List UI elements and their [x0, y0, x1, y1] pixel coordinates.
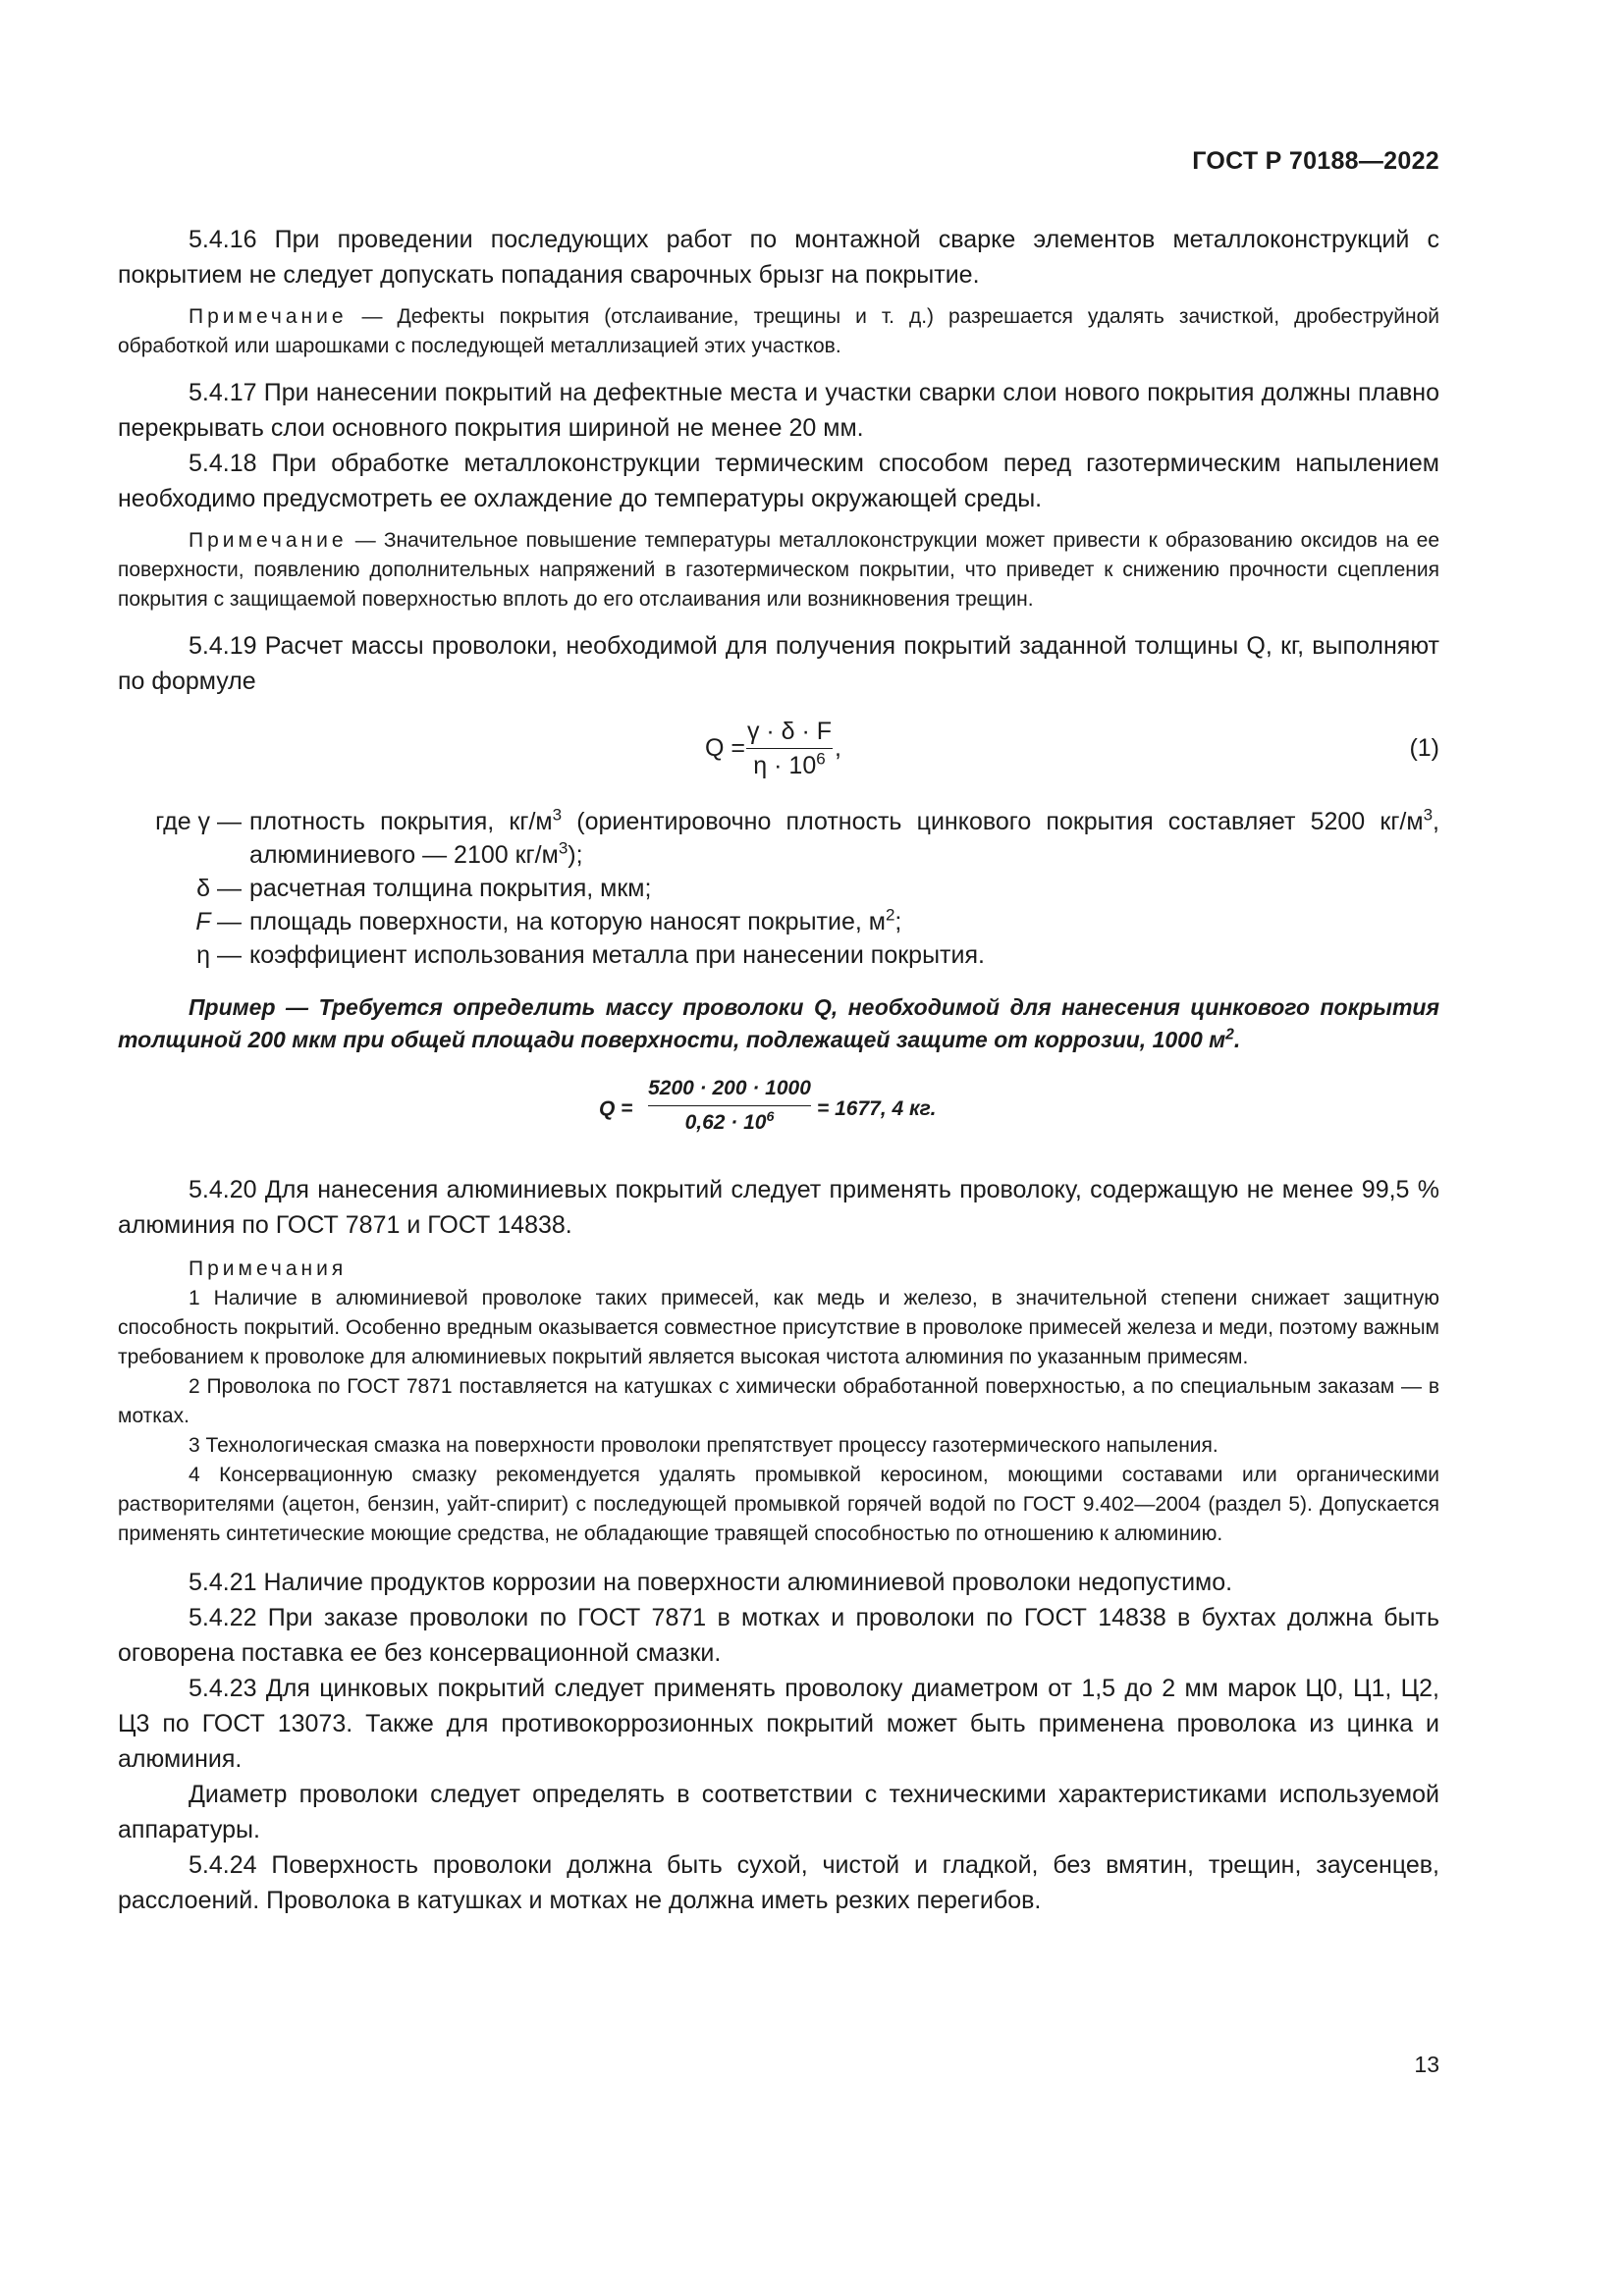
- paragraph-diameter: Диаметр проволоки следует определять в соответствии с техническими характеристиками используемой аппаратуры.: [118, 1781, 1439, 1843]
- paragraph-5-4-21: 5.4.21 Наличие продуктов коррозии на поверхности алюминиевой проволоки недопустимо.: [189, 1569, 1233, 1596]
- where-row-gamma: [118, 805, 1439, 872]
- where-symbol: F —: [195, 908, 242, 935]
- where-symbol: где γ —: [155, 808, 242, 835]
- formula-1-denominator: [746, 749, 833, 782]
- example-text: Пример — Требуется определить массу проволоки Q, необходимой для нанесения цинкового покрытия толщиной 200 мкм при общей площади поверхности, подлежащей защите от коррозии, 1000 м: [118, 994, 1439, 1052]
- note-2-text: — Значительное повышение температуры металлоконструкции может привести к образованию оксидов на ее поверхности, появлению дополнительных напряжений в газотермическом покрытии, что приведет к снижению прочности сцепления покрытия с защищаемой поверхностью вплоть до его отслаивания или возникновения трещин.: [118, 529, 1439, 611]
- formula-2-denominator: [648, 1106, 811, 1140]
- where-row-f: [118, 905, 1439, 938]
- formula-2: [118, 1074, 1439, 1156]
- formula-1-den-exp: 6: [816, 749, 826, 769]
- where-sup: 3: [558, 838, 568, 858]
- note-1-text: — Дефекты покрытия (отслаивание, трещины и т. д.) разрешается удалять зачисткой, дробеструйной обработкой или шарошками с последующей металлизацией этих участков.: [118, 305, 1439, 357]
- example-sup: 2: [1225, 1026, 1234, 1043]
- notes-title: Примечания: [189, 1257, 348, 1280]
- formula-2-rhs: = 1677, 4 кг.: [817, 1097, 937, 1120]
- where-sup: 3: [1423, 805, 1434, 825]
- where-text-part: (ориентировочно плотность цинкового покрытия составляет 5200 кг/м: [562, 808, 1424, 835]
- where-text: коэффициент использования металла при нанесении покрытия.: [249, 941, 985, 969]
- paragraph-5-4-18: 5.4.18 При обработке металлоконструкции термическим способом перед газотермическим напылением необходимо предусмотреть ее охлаждение до температуры окружающей среды.: [118, 450, 1439, 512]
- formula-1: [118, 717, 1439, 789]
- page-number: 13: [1414, 2052, 1439, 2077]
- paragraph-5-4-17: 5.4.17 При нанесении покрытий на дефектные места и участки сварки слои нового покрытия должны плавно перекрывать слои основного покрытия шириной не менее 20 мм.: [118, 379, 1439, 442]
- where-sup: 3: [552, 805, 563, 825]
- paragraph-5-4-23: 5.4.23 Для цинковых покрытий следует применять проволоку диаметром от 1,5 до 2 мм марок Ц0, Ц1, Ц2, Ц3 по ГОСТ 13073. Также для противокоррозионных покрытий может быть применена проволока из цинка и алюминия.: [118, 1675, 1439, 1773]
- note-label: Примечание: [189, 305, 348, 328]
- notes-item-2: 2 Проволока по ГОСТ 7871 поставляется на катушках с химически обработанной поверхностью, а по специальным заказам — в мотках.: [118, 1375, 1439, 1427]
- formula-2-fraction: [648, 1074, 811, 1140]
- where-list: [118, 805, 1439, 972]
- where-text: [249, 905, 1439, 938]
- document-body: [118, 222, 1439, 1918]
- where-symbol: δ —: [196, 875, 242, 902]
- note-label: Примечание: [189, 529, 348, 552]
- note-1: [118, 302, 1439, 361]
- paragraph-5-4-22: 5.4.22 При заказе проволоки по ГОСТ 7871 в мотках и проволоки по ГОСТ 14838 в бухтах должна быть оговорена поставка ее без консервационной смазки.: [118, 1604, 1439, 1667]
- where-row-delta: [118, 872, 1439, 905]
- formula-1-lhs: Q =: [705, 734, 745, 762]
- where-text-part: , алюминиевого — 2100 кг/м: [249, 808, 1439, 869]
- formula-2-den-base: 0,62 · 10: [684, 1111, 767, 1134]
- notes-item-1: 1 Наличие в алюминиевой проволоке таких примесей, как медь и железо, в значительной степени снижает защитную способность покрытий. Особенно вредным оказывается совместное присутствие в проволоке примесей железа и меди, поэтому важным требованием к проволоке для алюминиевых покрытий является высокая чистота алюминия по указанным примесям.: [118, 1287, 1439, 1368]
- formula-2-lhs: Q =: [599, 1097, 633, 1120]
- paragraph-5-4-20: 5.4.20 Для нанесения алюминиевых покрытий следует применять проволоку, содержащую не менее 99,5 % алюминия по ГОСТ 7871 и ГОСТ 14838.: [118, 1176, 1439, 1239]
- document-page: [118, 0, 1439, 2296]
- where-text: [249, 805, 1439, 872]
- where-text-part: площадь поверхности, на которую наносят покрытие, м: [249, 908, 886, 935]
- formula-1-fraction: [746, 717, 833, 782]
- paragraph-5-4-19: 5.4.19 Расчет массы проволоки, необходимой для получения покрытий заданной толщины Q, кг, выполняют по формуле: [118, 632, 1439, 695]
- formula-1-number: (1): [1409, 734, 1439, 762]
- notes-item-4: 4 Консервационную смазку рекомендуется удалять промывкой керосином, моющими составами или органическими растворителями (ацетон, бензин, уайт-спирит) с последующей промывкой горячей водой по ГОСТ 9.402—2004 (раздел 5). Допускается применять синтетические моющие средства, не обладающие травящей способностью по отношению к алюминию.: [118, 1464, 1439, 1545]
- where-text-part: );: [568, 841, 583, 869]
- example-end: .: [1233, 1027, 1241, 1052]
- where-text: расчетная толщина покрытия, мкм;: [249, 875, 652, 902]
- formula-1-numerator: γ · δ · F: [746, 717, 833, 749]
- formula-1-comma: ,: [835, 734, 841, 762]
- where-sup: 2: [885, 905, 895, 925]
- where-symbol: η —: [196, 941, 242, 969]
- document-header: ГОСТ Р 70188—2022: [1192, 147, 1439, 175]
- formula-2-numerator: 5200 · 200 · 1000: [648, 1074, 811, 1106]
- where-text-part: ;: [894, 908, 902, 935]
- paragraph-5-4-24: 5.4.24 Поверхность проволоки должна быть сухой, чистой и гладкой, без вмятин, трещин, заусенцев, расслоений. Проволока в катушках и мотках не должна иметь резких перегибов.: [118, 1851, 1439, 1914]
- where-text-part: плотность покрытия, кг/м: [249, 808, 553, 835]
- formula-1-den-base: η · 10: [753, 752, 817, 779]
- example: [118, 991, 1439, 1056]
- where-row-eta: [118, 938, 1439, 972]
- paragraph-5-4-16: 5.4.16 При проведении последующих работ по монтажной сварке элементов металлоконструкций с покрытием не следует допускать попадания сварочных брызг на покрытие.: [118, 226, 1439, 289]
- notes-item-3: 3 Технологическая смазка на поверхности проволоки препятствует процессу газотермического напыления.: [189, 1434, 1218, 1457]
- formula-2-den-exp: 6: [766, 1109, 775, 1126]
- note-2: [118, 526, 1439, 614]
